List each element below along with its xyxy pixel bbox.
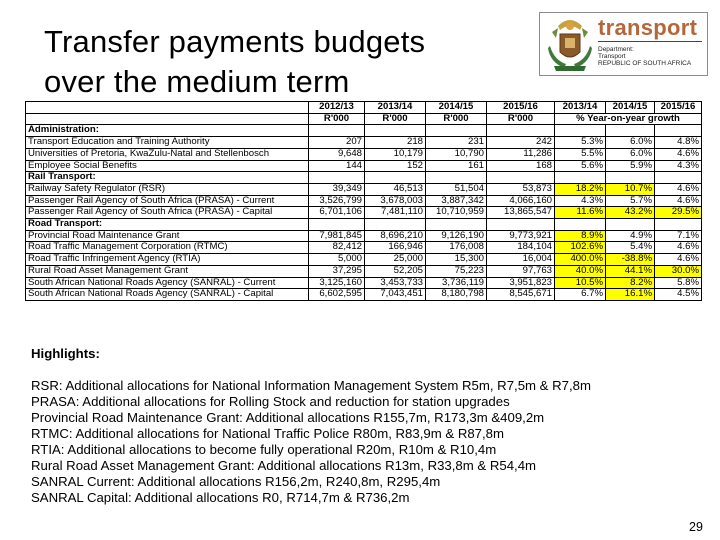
logo-line-republic: REPUBLIC OF SOUTH AFRICA [598,60,692,67]
value-cell: 207 [309,137,365,149]
unit-header: R'000 [426,113,487,125]
value-cell: 3,678,003 [365,195,426,207]
slide-title-line-2: over the medium term [44,64,350,99]
growth-cell: 4.3% [555,195,606,207]
value-cell: 46,513 [365,183,426,195]
row-label: Rural Road Asset Management Grant [26,265,309,277]
row-label: Transport Education and Training Authority [26,137,309,149]
table-unit-row [26,113,702,125]
value-cell: 184,104 [487,242,555,254]
row-label: Road Traffic Management Corporation (RTMC) [26,242,309,254]
growth-subheader: % Year-on-year growth [555,113,702,125]
value-cell: 7,481,110 [365,207,426,219]
slide-title-line-1: Transfer payments budgets [44,24,426,59]
highlight-line: SANRAL Capital: Additional allocations R0, R714,7m & R736,2m [31,490,410,505]
row-label: South African National Roads Agency (SANRAL) - Capital [26,289,309,301]
growth-cell: 43.2% [606,207,655,219]
section-row [26,219,702,231]
value-cell: 51,504 [426,183,487,195]
value-cell: 11,286 [487,148,555,160]
value-cell: 3,526,799 [309,195,365,207]
growth-cell: 5.8% [655,277,702,289]
empty-cell [655,219,702,231]
value-cell: 9,648 [309,148,365,160]
row-label: South African National Roads Agency (SANRAL) - Current [26,277,309,289]
growth-cell: 4.3% [655,160,702,172]
header-blank-cell [26,102,309,114]
empty-cell [606,219,655,231]
value-cell: 97,763 [487,265,555,277]
growth-cell: 10.5% [555,277,606,289]
transfer-payments-table [25,101,702,301]
value-cell: 37,295 [309,265,365,277]
logo-brand-text: transport [598,15,698,40]
highlight-line: RTIA: Additional allocations to become fully operational R20m, R10m & R10,4m [31,442,497,457]
value-cell: 3,125,160 [309,277,365,289]
growth-cell: 5.7% [606,195,655,207]
value-cell: 15,300 [426,254,487,266]
year-header: 2013/14 [365,102,426,114]
value-cell: 39,349 [309,183,365,195]
value-cell: 168 [487,160,555,172]
growth-cell: 4.9% [606,230,655,242]
growth-cell: 8.2% [606,277,655,289]
section-heading: Administration: [26,125,309,137]
growth-cell: 10.7% [606,183,655,195]
value-cell: 7,981,845 [309,230,365,242]
growth-cell: 7.1% [655,230,702,242]
value-cell: 75,223 [426,265,487,277]
table-row [26,183,702,195]
empty-cell [606,172,655,184]
highlights-heading: Highlights: [31,346,100,361]
value-cell: 6,602,595 [309,289,365,301]
highlight-line: Rural Road Asset Management Grant: Additional allocations R13m, R33,8m & R54,4m [31,458,537,473]
empty-cell [365,172,426,184]
value-cell: 9,126,190 [426,230,487,242]
value-cell: 144 [309,160,365,172]
value-cell: 10,790 [426,148,487,160]
growth-cell: 4.5% [655,289,702,301]
growth-cell: 5.9% [606,160,655,172]
value-cell: 6,701,106 [309,207,365,219]
year-header: 2015/16 [487,102,555,114]
slide-title [44,22,514,102]
unit-header: R'000 [309,113,365,125]
empty-cell [309,125,365,137]
growth-cell: 6.0% [606,148,655,160]
value-cell: 8,696,210 [365,230,426,242]
value-cell: 10,710,959 [426,207,487,219]
empty-cell [555,125,606,137]
value-cell: 152 [365,160,426,172]
empty-cell [365,125,426,137]
section-heading: Rail Transport: [26,172,309,184]
table-row [26,289,702,301]
value-cell: 9,773,921 [487,230,555,242]
table-row [26,254,702,266]
empty-cell [426,172,487,184]
empty-cell [655,125,702,137]
empty-cell [426,219,487,231]
empty-cell [487,125,555,137]
row-label: Provincial Road Maintenance Grant [26,230,309,242]
year-header: 2014/15 [426,102,487,114]
value-cell: 16,004 [487,254,555,266]
logo-line-department: Department: [598,46,634,53]
empty-cell [309,219,365,231]
value-cell: 166,946 [365,242,426,254]
growth-cell: 44.1% [606,265,655,277]
empty-cell [365,219,426,231]
logo-divider [598,41,702,42]
logo-line-transport: Transport [598,53,626,60]
section-heading: Road Transport: [26,219,309,231]
highlights-section [31,346,681,506]
department-logo [539,12,708,76]
growth-cell: 6.7% [555,289,606,301]
value-cell: 7,043,451 [365,289,426,301]
growth-year-header: 2015/16 [655,102,702,114]
growth-cell: 6.0% [606,137,655,149]
highlight-line: Provincial Road Maintenance Grant: Additional allocations R155,7m, R173,3m &409,2m [31,410,545,425]
value-cell: 5,000 [309,254,365,266]
section-row [26,125,702,137]
table-row [26,207,702,219]
highlight-line: RSR: Additional allocations for National Information Management System R5m, R7,5m & R7,8m [31,378,591,393]
value-cell: 10,179 [365,148,426,160]
empty-cell [487,219,555,231]
coat-of-arms-icon [544,16,596,72]
value-cell: 3,453,733 [365,277,426,289]
unit-header: R'000 [365,113,426,125]
empty-cell [606,125,655,137]
growth-cell: 5.6% [555,160,606,172]
value-cell: 25,000 [365,254,426,266]
value-cell: 3,736,119 [426,277,487,289]
growth-cell: 4.6% [655,148,702,160]
value-cell: 82,412 [309,242,365,254]
section-row [26,172,702,184]
growth-cell: 4.6% [655,183,702,195]
growth-cell: 102.6% [555,242,606,254]
growth-cell: 11.6% [555,207,606,219]
highlights-list [31,378,681,506]
highlight-line: RTMC: Additional allocations for National Traffic Police R80m, R83,9m & R87,8m [31,426,505,441]
value-cell: 53,873 [487,183,555,195]
value-cell: 218 [365,137,426,149]
growth-cell: 5.4% [606,242,655,254]
value-cell: 176,008 [426,242,487,254]
row-label: Railway Safety Regulator (RSR) [26,183,309,195]
value-cell: 242 [487,137,555,149]
growth-cell: 4.6% [655,195,702,207]
value-cell: 13,865,547 [487,207,555,219]
table-row [26,277,702,289]
growth-cell: 16.1% [606,289,655,301]
unit-header: R'000 [487,113,555,125]
page-number: 29 [689,520,703,534]
growth-cell: -38.8% [606,254,655,266]
growth-cell: 40.0% [555,265,606,277]
growth-cell: 30.0% [655,265,702,277]
value-cell: 231 [426,137,487,149]
row-label: Passenger Rail Agency of South Africa (PRASA) - Capital [26,207,309,219]
row-label: Passenger Rail Agency of South Africa (PRASA) - Current [26,195,309,207]
table-header-row [26,102,702,114]
value-cell: 4,066,160 [487,195,555,207]
growth-cell: 4.6% [655,254,702,266]
empty-cell [655,172,702,184]
row-label: Universities of Pretoria, KwaZulu-Natal and Stellenbosch [26,148,309,160]
value-cell: 8,180,798 [426,289,487,301]
value-cell: 3,951,823 [487,277,555,289]
unit-blank-cell [26,113,309,125]
table-row [26,242,702,254]
value-cell: 161 [426,160,487,172]
growth-cell: 400.0% [555,254,606,266]
table-row [26,148,702,160]
empty-cell [555,172,606,184]
table-row [26,230,702,242]
growth-cell: 4.6% [655,242,702,254]
year-header: 2012/13 [309,102,365,114]
growth-cell: 5.3% [555,137,606,149]
value-cell: 3,887,342 [426,195,487,207]
empty-cell [487,172,555,184]
growth-cell: 4.8% [655,137,702,149]
growth-year-header: 2013/14 [555,102,606,114]
value-cell: 52,205 [365,265,426,277]
table-row [26,195,702,207]
empty-cell [426,125,487,137]
growth-year-header: 2014/15 [606,102,655,114]
row-label: Employee Social Benefits [26,160,309,172]
growth-cell: 18.2% [555,183,606,195]
table-row [26,160,702,172]
growth-cell: 8.9% [555,230,606,242]
growth-cell: 5.5% [555,148,606,160]
highlight-line: PRASA: Additional allocations for Rolling Stock and reduction for station upgrades [31,394,510,409]
growth-cell: 29.5% [655,207,702,219]
table-row [26,265,702,277]
empty-cell [309,172,365,184]
table-row [26,137,702,149]
empty-cell [555,219,606,231]
row-label: Road Traffic Infringement Agency (RTIA) [26,254,309,266]
highlight-line: SANRAL Current: Additional allocations R156,2m, R240,8m, R295,4m [31,474,441,489]
value-cell: 8,545,671 [487,289,555,301]
